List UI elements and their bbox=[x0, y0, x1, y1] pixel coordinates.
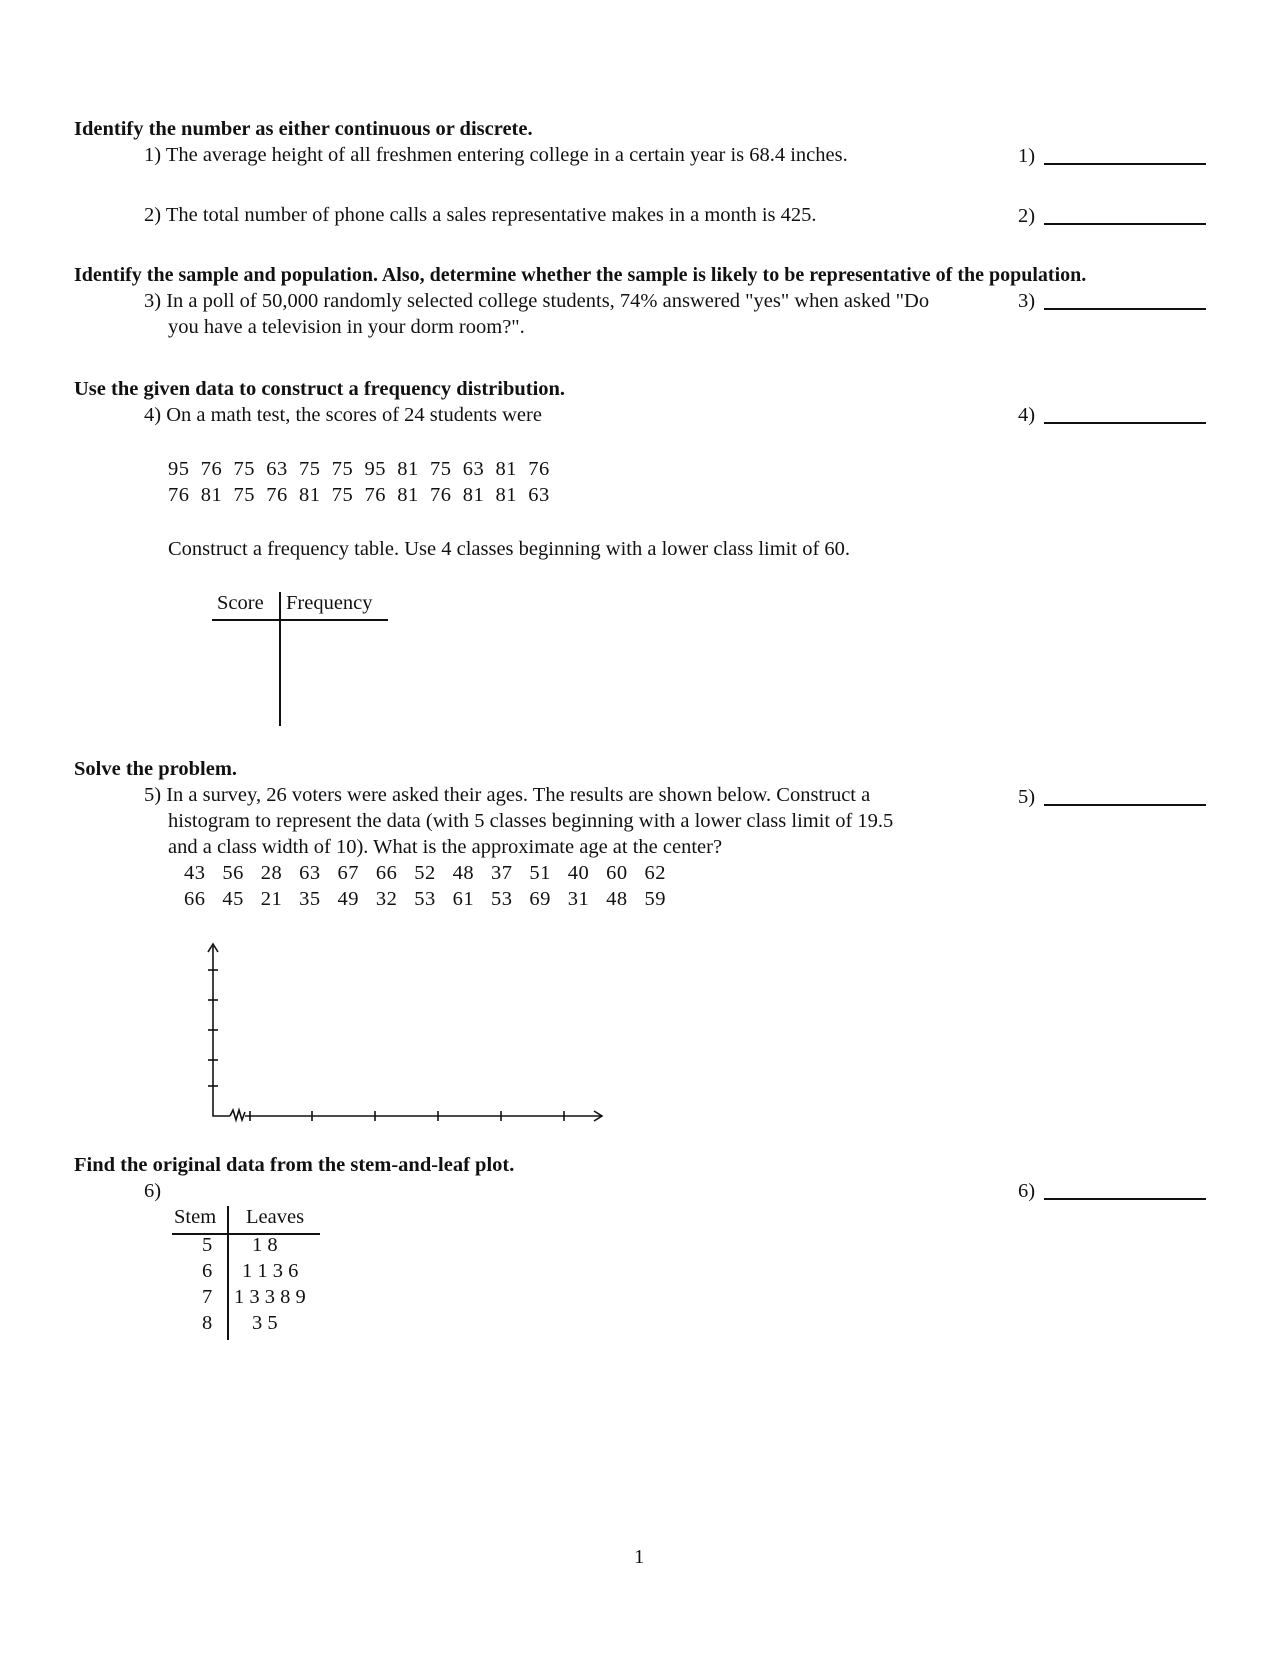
ages-data-row-1: 43 56 28 63 67 66 52 48 37 51 40 60 62 bbox=[184, 862, 666, 884]
leaves-value: 1 1 3 6 bbox=[242, 1260, 299, 1282]
stem-value: 7 bbox=[202, 1286, 213, 1308]
answer-label-3: 3) bbox=[1018, 290, 1036, 312]
answer-blank-1[interactable] bbox=[1044, 163, 1206, 165]
stem-value: 5 bbox=[202, 1234, 213, 1256]
scores-data-row-2: 76 81 75 76 81 75 76 81 76 81 81 63 bbox=[168, 484, 550, 506]
scores-data-row-1: 95 76 75 63 75 75 95 81 75 63 81 76 bbox=[168, 458, 550, 480]
question-3-line2: you have a television in your dorm room?". bbox=[168, 316, 525, 338]
answer-blank-2[interactable] bbox=[1044, 223, 1206, 225]
x-axis-break-icon bbox=[230, 1110, 245, 1120]
question-2-text: 2) The total number of phone calls a sales representative makes in a month is 425. bbox=[144, 204, 817, 226]
axis-corner bbox=[213, 1110, 230, 1116]
leaves-header: Leaves bbox=[246, 1206, 305, 1228]
stem-and-leaf-plot bbox=[172, 1206, 320, 1340]
frequency-table-score-header: Score bbox=[217, 592, 264, 614]
stem-header: Stem bbox=[174, 1206, 217, 1228]
section-header-stem-and-leaf: Find the original data from the stem-and-leaf plot. bbox=[74, 1154, 515, 1176]
page-number: 1 bbox=[634, 1546, 645, 1568]
ages-data-row-2: 66 45 21 35 49 32 53 61 53 69 31 48 59 bbox=[184, 888, 666, 910]
leaves-value: 3 5 bbox=[252, 1312, 278, 1334]
stem-value: 6 bbox=[202, 1260, 213, 1282]
frequency-table-divider bbox=[279, 592, 281, 726]
frequency-table-header-rule bbox=[212, 619, 388, 621]
answer-blank-5[interactable] bbox=[1044, 804, 1206, 806]
question-4-text: 4) On a math test, the scores of 24 students were bbox=[144, 404, 542, 426]
question-4-instruction: Construct a frequency table. Use 4 classes beginning with a lower class limit of 60. bbox=[168, 538, 851, 560]
answer-label-1: 1) bbox=[1018, 145, 1036, 167]
question-5-line2: histogram to represent the data (with 5 classes beginning with a lower class limit of 19.5 bbox=[168, 810, 894, 832]
frequency-table-frequency-header: Frequency bbox=[286, 592, 373, 614]
frequency-table bbox=[212, 592, 388, 726]
question-5-line3: and a class width of 10). What is the approximate age at the center? bbox=[168, 836, 723, 858]
histogram-blank-axes[interactable] bbox=[200, 940, 620, 1125]
question-6-label: 6) bbox=[144, 1180, 162, 1202]
answer-label-5: 5) bbox=[1018, 786, 1036, 808]
answer-blank-4[interactable] bbox=[1044, 422, 1206, 424]
stem-value: 8 bbox=[202, 1312, 213, 1334]
leaves-value: 1 3 3 8 9 bbox=[234, 1286, 306, 1308]
question-1-text: 1) The average height of all freshmen entering college in a certain year is 68.4 inches. bbox=[144, 144, 848, 166]
question-3-line1: 3) In a poll of 50,000 randomly selected college students, 74% answered "yes" when asked "Do bbox=[144, 290, 930, 312]
question-5-line1: 5) In a survey, 26 voters were asked their ages. The results are shown below. Construct a bbox=[144, 784, 871, 806]
section-header-solve-problem: Solve the problem. bbox=[74, 758, 238, 780]
stem-leaf-header-rule bbox=[172, 1233, 320, 1235]
answer-label-4: 4) bbox=[1018, 404, 1036, 426]
answer-blank-3[interactable] bbox=[1044, 308, 1206, 310]
section-header-continuous-discrete: Identify the number as either continuous or discrete. bbox=[74, 118, 533, 140]
answer-label-2: 2) bbox=[1018, 205, 1036, 227]
stem-leaf-divider bbox=[227, 1206, 229, 1340]
answer-label-6: 6) bbox=[1018, 1180, 1036, 1202]
section-header-frequency-distribution: Use the given data to construct a frequency distribution. bbox=[74, 378, 566, 400]
section-header-sample-population: Identify the sample and population. Also, determine whether the sample is likely to be representative of the population. bbox=[74, 264, 1087, 286]
leaves-value: 1 8 bbox=[252, 1234, 278, 1256]
answer-blank-6[interactable] bbox=[1044, 1198, 1206, 1200]
